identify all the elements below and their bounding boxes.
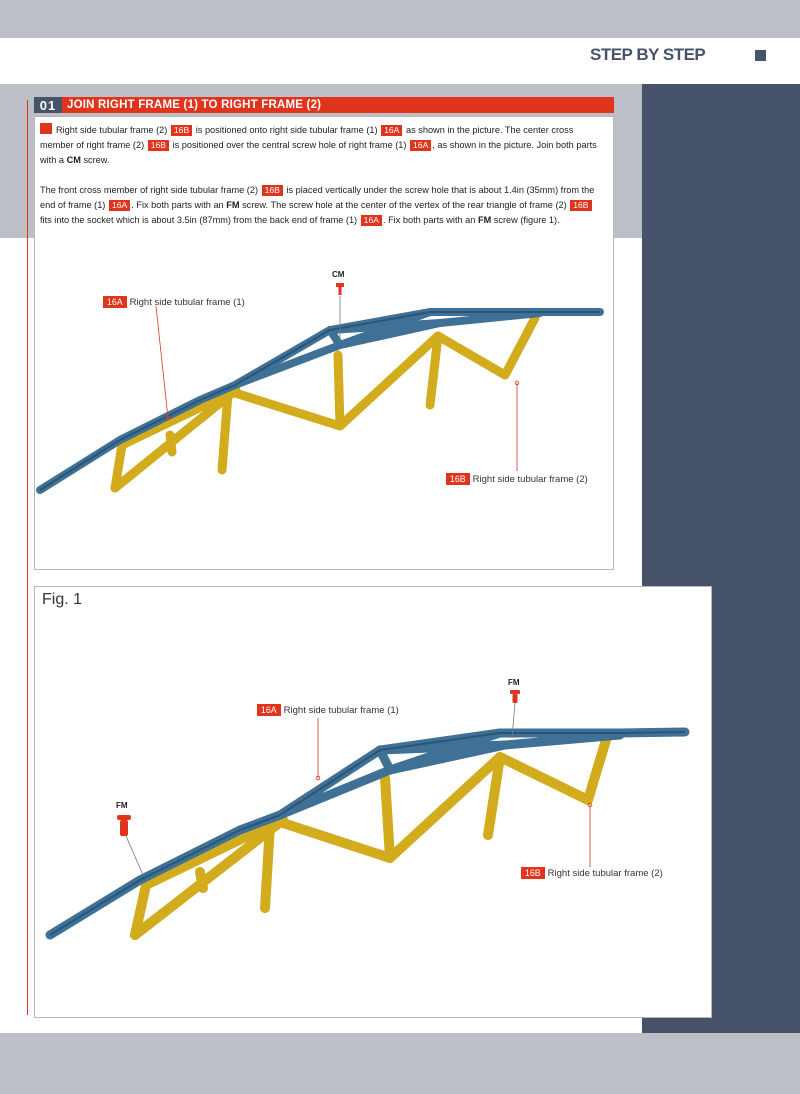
part-tag: 16B (521, 867, 545, 879)
step-number: 01 (34, 97, 62, 113)
callout-16a-fig: 16A Right side tubular frame (1) (256, 704, 399, 716)
callout-16b-fig: 16B Right side tubular frame (2) (520, 867, 663, 879)
screw-label-fm-right: FM (508, 678, 520, 687)
part-tag: 16B (570, 200, 591, 211)
screw-code: CM (66, 155, 81, 165)
callout-16a: 16A Right side tubular frame (1) (102, 296, 245, 308)
part-tag: 16B (262, 185, 283, 196)
part-tag: 16A (257, 704, 281, 716)
part-tag: 16A (103, 296, 127, 308)
screw-code: FM (477, 215, 492, 225)
figure-label: Fig. 1 (42, 591, 83, 608)
part-tag: 16B (171, 125, 192, 136)
part-tag: 16A (381, 125, 402, 136)
header-title-part1: STEP (590, 45, 633, 64)
fm-screw-left-icon (117, 815, 143, 875)
part-tag: 16B (446, 473, 470, 485)
screw-code: FM (226, 200, 240, 210)
frame-16b-fig (135, 740, 606, 935)
header-title-part2: BY STEP (636, 45, 706, 64)
part-tag: 16B (148, 140, 169, 151)
step-title: JOIN RIGHT FRAME (1) TO RIGHT FRAME (2) (67, 99, 322, 111)
paragraph-1: Right side tubular frame (2) 16B is positioned onto right side tubular frame (1) 16A as shown in the picture. The center cross member of right frame (2) 16B is positioned over the central screw hole of right frame (1) 16A , as shown in the picture. Join both parts with a CM screw. (40, 125, 597, 165)
part-tag: 16A (361, 215, 382, 226)
screw-label-cm: CM (332, 270, 345, 279)
paragraph-2: The front cross member of right side tubular frame (2) 16B is placed vertically under the screw hole that is about 1.4in (35mm) from the end of frame (1) 16A . Fix both parts with an FM screw. The screw hole at the center of the vertex of the rear triangle of frame (2) 16B fits into the socket which is about 3.5in (87mm) from the back end of frame (1) 16A . Fix both parts with an FM screw (figure 1). (40, 185, 595, 225)
part-tag: 16A (109, 200, 130, 211)
screw-label-fm-left: FM (116, 801, 128, 810)
part-tag: 16A (410, 140, 431, 151)
callout-16b: 16B Right side tubular frame (2) (445, 473, 588, 485)
